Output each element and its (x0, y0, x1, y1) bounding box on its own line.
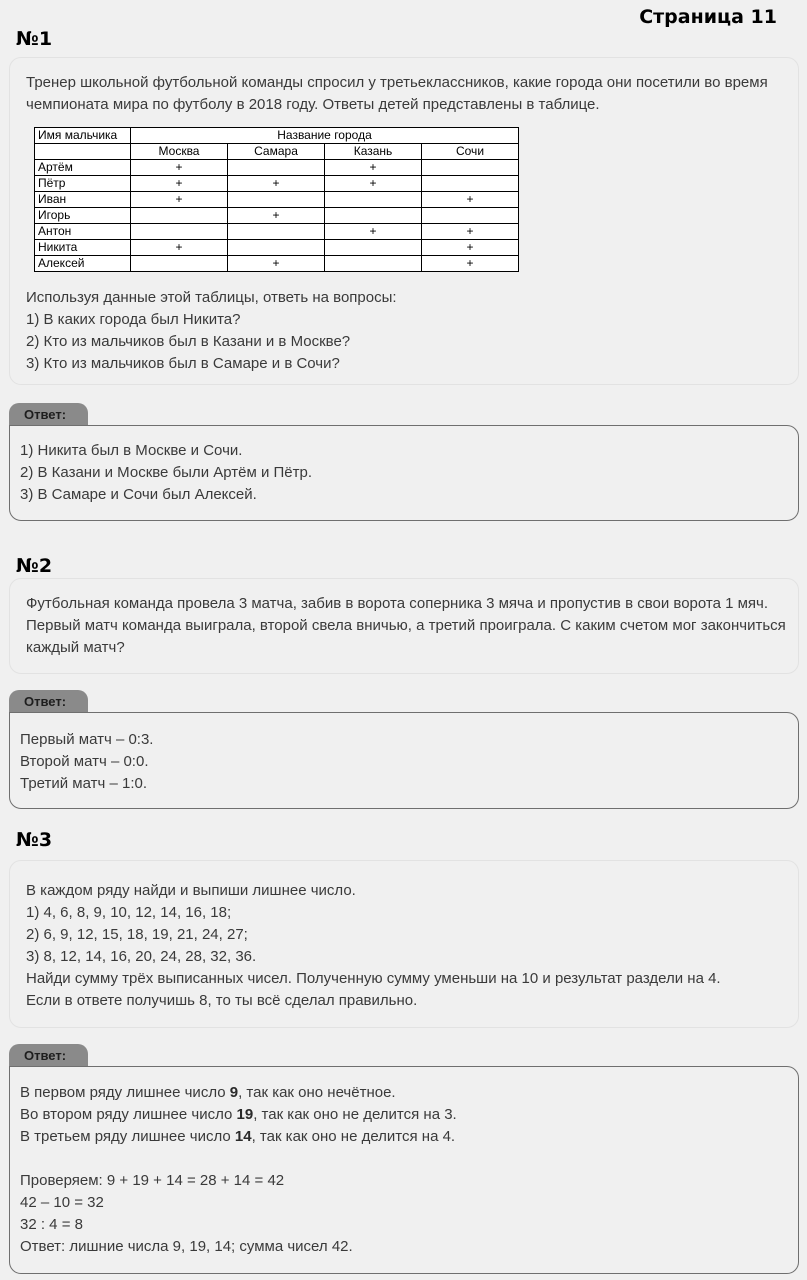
cities-table (34, 127, 519, 272)
answer-line (20, 1104, 788, 1126)
task-3-line: 2) 6, 9, 12, 15, 18, 19, 21, 24, 27; (26, 926, 248, 943)
answer-line (20, 1082, 788, 1104)
answer-text: , так как оно не делится на 3. (253, 1106, 457, 1123)
table-mark (422, 208, 519, 224)
answer-number: 19 (236, 1106, 254, 1123)
check-line: Ответ: лишние числа 9, 19, 14; сумма чисел 42. (20, 1238, 353, 1255)
table-mark: + (325, 224, 422, 240)
table-header-city: Название города (131, 128, 519, 144)
task-1-question: 3) Кто из мальчиков был в Самаре и в Сочи? (26, 355, 340, 372)
table-row (35, 256, 519, 272)
answer-text: , так как оно не делится на 4. (251, 1128, 456, 1145)
answer-line: 3) В Самаре и Сочи был Алексей. (20, 486, 257, 503)
task-3-box (9, 860, 799, 1028)
table-row-name: Пётр (35, 176, 131, 192)
answer-box-2 (9, 712, 799, 809)
table-mark: + (131, 240, 228, 256)
table-row (35, 240, 519, 256)
answer-line: Третий матч – 1:0. (20, 775, 148, 792)
table-row (35, 176, 519, 192)
table-mark: + (325, 160, 422, 176)
table-row (35, 224, 519, 240)
table-row-name: Игорь (35, 208, 131, 224)
task-3-line: Если в ответе получишь 8, то ты всё сделал правильно. (26, 992, 418, 1009)
page-label: Страница 11 (639, 6, 777, 28)
table-mark (228, 224, 325, 240)
table-header-blank (35, 144, 131, 160)
check-line: 32 : 4 = 8 (20, 1216, 83, 1233)
answer-number: 9 (229, 1084, 239, 1101)
task-number-3: №3 (16, 829, 53, 851)
task-1-question: 1) В каких города был Никита? (26, 311, 241, 328)
answer-text: В третьем ряду лишнее число (20, 1128, 235, 1145)
table-mark (422, 176, 519, 192)
table-mark: + (422, 224, 519, 240)
table-mark (228, 240, 325, 256)
answer-number: 14 (234, 1128, 252, 1145)
answer-tab-1: Ответ: (9, 403, 88, 425)
task-number-1: №1 (16, 28, 53, 50)
answer-text: , так как оно нечётное. (238, 1084, 396, 1101)
task-3-line: Найди сумму трёх выписанных чисел. Полученную сумму уменьши на 10 и результат раздели на 4. (26, 970, 721, 987)
table-mark: + (131, 160, 228, 176)
table-row (35, 160, 519, 176)
answer-box-1 (9, 425, 799, 521)
table-mark (131, 208, 228, 224)
answer-tab-3: Ответ: (9, 1044, 88, 1066)
table-mark (325, 208, 422, 224)
cities-table-wrap (34, 127, 782, 272)
table-city: Самара (228, 144, 325, 160)
table-mark: + (131, 176, 228, 192)
task-1-intro: Тренер школьной футбольной команды спросил у третьеклассников, какие города они посетили во время чемпионата мира по футболу в 2018 году. Ответы детей представлены в таблице. (26, 74, 768, 113)
table-mark (325, 192, 422, 208)
answer-line: 1) Никита был в Москве и Сочи. (20, 442, 243, 459)
answer-line (20, 1126, 788, 1148)
task-1-lead: Используя данные этой таблицы, ответь на вопросы: (26, 289, 397, 306)
table-mark (228, 192, 325, 208)
table-mark: + (228, 208, 325, 224)
table-mark (228, 160, 325, 176)
answer-text: В первом ряду лишнее число (20, 1084, 230, 1101)
answer-text: Во втором ряду лишнее число (20, 1106, 237, 1123)
table-mark (131, 224, 228, 240)
table-mark: + (131, 192, 228, 208)
check-line: 42 – 10 = 32 (20, 1194, 104, 1211)
task-2-text: Футбольная команда провела 3 матча, забив в ворота соперника 3 мяча и пропустив в свои ворота 1 мяч. Первый матч команда выиграла, второй свела вничью, а третий проиграла. С каким счетом мог закончиться каждый матч? (26, 595, 786, 656)
table-mark: + (228, 176, 325, 192)
task-3-line: 3) 8, 12, 14, 16, 20, 24, 28, 32, 36. (26, 948, 257, 965)
answer-line: Второй матч – 0:0. (20, 753, 149, 770)
task-1-question: 2) Кто из мальчиков был в Казани и в Москве? (26, 333, 351, 350)
answer-line: Первый матч – 0:3. (20, 731, 154, 748)
answer-tab-2: Ответ: (9, 690, 88, 712)
table-row (35, 208, 519, 224)
answer-box-3 (9, 1066, 799, 1274)
table-mark: + (422, 240, 519, 256)
table-header-name: Имя мальчика (35, 128, 131, 144)
table-row (35, 192, 519, 208)
table-mark (131, 256, 228, 272)
table-mark (325, 256, 422, 272)
table-mark: + (228, 256, 325, 272)
table-row-name: Иван (35, 192, 131, 208)
task-3-line: В каждом ряду найди и выпиши лишнее число. (26, 882, 356, 899)
table-row-name: Никита (35, 240, 131, 256)
task-3-line: 1) 4, 6, 8, 9, 10, 12, 14, 16, 18; (26, 904, 232, 921)
table-mark (422, 160, 519, 176)
task-number-2: №2 (16, 555, 53, 577)
table-row-name: Антон (35, 224, 131, 240)
table-city: Сочи (422, 144, 519, 160)
table-city: Казань (325, 144, 422, 160)
table-row-name: Алексей (35, 256, 131, 272)
check-line: Проверяем: 9 + 19 + 14 = 28 + 14 = 42 (20, 1172, 285, 1189)
table-mark: + (325, 176, 422, 192)
table-mark: + (422, 192, 519, 208)
answer-line: 2) В Казани и Москве были Артём и Пётр. (20, 464, 312, 481)
task-2-box (9, 578, 799, 674)
table-mark: + (422, 256, 519, 272)
table-row-name: Артём (35, 160, 131, 176)
table-city: Москва (131, 144, 228, 160)
table-mark (325, 240, 422, 256)
task-1-box (9, 57, 799, 385)
